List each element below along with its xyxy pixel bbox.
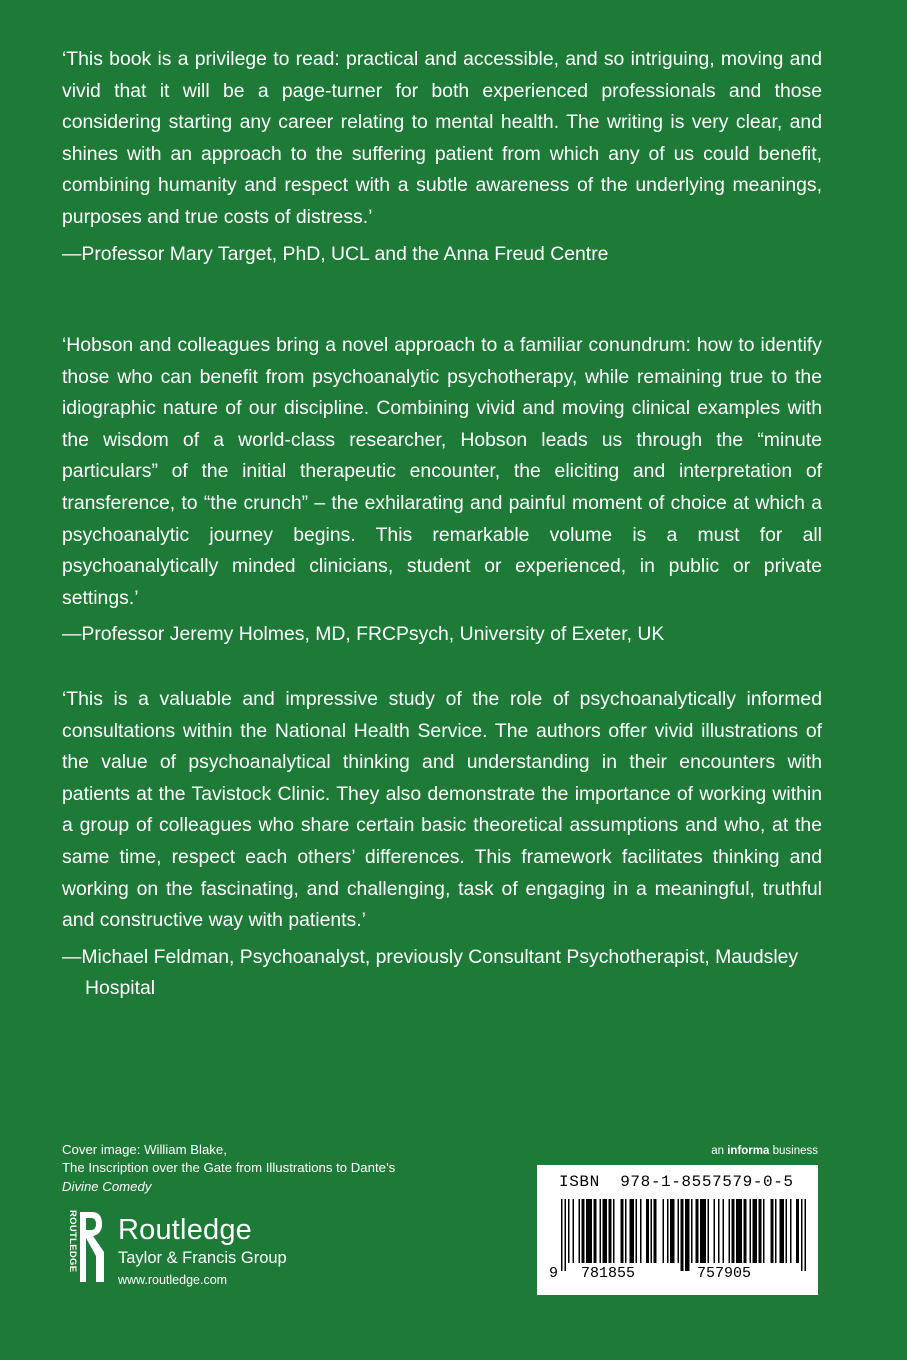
testimonial-3	[62, 684, 822, 1005]
barcode-bar	[708, 1199, 710, 1263]
cover-image-credit	[62, 1141, 482, 1196]
barcode-bar	[651, 1199, 653, 1263]
barcode-bar	[573, 1199, 575, 1263]
testimonial-attribution: —Professor Mary Target, PhD, UCL and the Anna Freud Centre	[62, 242, 609, 265]
barcode-bar	[613, 1199, 615, 1263]
footer-publisher-area	[62, 1141, 482, 1288]
barcode-bar	[667, 1199, 669, 1263]
isbn-label: ISBN 978-1-8557579-0-5	[559, 1173, 794, 1191]
testimonial-1	[62, 44, 822, 270]
barcode-bar	[636, 1199, 638, 1263]
barcode-bar	[753, 1199, 758, 1263]
barcode-digits-right: 757905	[697, 1265, 752, 1282]
barcode-bar	[750, 1199, 752, 1263]
barcode-bar	[729, 1199, 731, 1263]
barcode-bar	[561, 1199, 563, 1271]
barcode-bar	[759, 1199, 762, 1263]
informa-suffix: business	[769, 1145, 818, 1157]
barcode-bar	[723, 1199, 725, 1263]
barcode-bar	[790, 1199, 792, 1263]
testimonial-text: ‘This is a valuable and impressive study of the role of psychoanalytically informed consultations within the National Health Service. The authors offer vivid illustrations of the value of psychoanalytical thinking and understanding in their encounters with patients at the Tavistock Clinic. They also demonstrate the importance of working within a group of colleagues who share certain basic theoretical assumptions and who, at the same time, respect each others’ differences. This framework facilitates thinking and working on the fascinating, and challenging, task of engaging in a meaningful, truthful and constructive way with patients.’	[62, 688, 822, 932]
barcode-bar	[796, 1199, 799, 1263]
barcode-bar	[744, 1199, 747, 1263]
barcode-bar	[714, 1199, 716, 1263]
barcode-bar	[732, 1199, 735, 1263]
barcode-bar	[603, 1199, 608, 1263]
barcode-bar	[663, 1199, 665, 1263]
testimonial-attribution: —Michael Feldman, Psychoanalyst, previously Consultant Psychotherapist, Maudsley Hospital	[62, 945, 799, 1000]
barcode-bar	[565, 1199, 567, 1271]
publisher-group: Taylor & Francis Group	[118, 1249, 287, 1268]
barcode-bar	[775, 1199, 777, 1263]
barcode-bar	[718, 1199, 720, 1263]
testimonial-2	[62, 330, 822, 651]
barcode-bar	[630, 1199, 635, 1263]
barcode-bar	[736, 1199, 742, 1263]
barcode-bar	[582, 1199, 585, 1263]
barcode-bar	[780, 1199, 785, 1263]
routledge-logo	[62, 1208, 482, 1288]
barcode-digit-first: 9	[549, 1265, 559, 1282]
barcode-bar	[579, 1199, 581, 1263]
cover-credit-line-2: The Inscription over the Gate from Illustrations to Dante’s	[62, 1160, 396, 1176]
barcode-bar	[594, 1199, 597, 1263]
testimonial-attribution: —Professor Jeremy Holmes, MD, FRCPsych, University of Exeter, UK	[62, 623, 665, 646]
routledge-wordmark	[118, 1214, 287, 1288]
testimonial-text: ‘This book is a privilege to read: practical and accessible, and so intriguing, moving and vivid that it will be a page-turner for both experienced professionals and those considering starting any career relating to mental health. The writing is very clear, and shines with an approach to the suffering patient from which any of us could benefit, combining humanity and respect with a subtle awareness of the underlying meanings, purposes and true costs of distress.’	[62, 48, 822, 228]
logo-vertical-text: ROUTLEDGE	[67, 1210, 78, 1273]
publisher-name: Routledge	[118, 1214, 253, 1247]
barcode-bar	[681, 1199, 684, 1271]
barcode-bar	[678, 1199, 680, 1263]
barcode-bar	[685, 1199, 690, 1271]
barcode-bar	[625, 1199, 627, 1263]
barcode-digits-left: 781855	[581, 1265, 636, 1282]
testimonial-text: ‘Hobson and colleagues bring a novel approach to a familiar conundrum: how to identify those who can benefit from psychoanalytic psychotherapy, while remaining true to the idiographic nature of our discipline. Combining vivid and moving clinical examples with the wisdom of a world-class researcher, Hobson leads us through the “minute particulars” of the initial therapeutic encounter, the eliciting and interpretation of transference, to “the crunch” – the exhilarating and painful moment of choice at which a psychoanalytic journey begins. This remarkable volume is a must for all psychoanalytically minded clinicians, student or experienced, in public or private settings.’	[62, 334, 822, 609]
routledge-logo-icon	[62, 1208, 106, 1286]
barcode-bar	[771, 1199, 774, 1263]
barcode-bar	[646, 1199, 649, 1263]
informa-brand: informa	[727, 1145, 770, 1157]
barcode-bar	[700, 1199, 706, 1263]
barcode-bar	[654, 1199, 657, 1263]
informa-prefix: an	[711, 1145, 728, 1157]
barcode-bar	[621, 1199, 624, 1263]
barcode-bar	[786, 1199, 788, 1263]
barcode-bar	[691, 1199, 693, 1263]
barcode-bar	[801, 1199, 803, 1271]
barcode-bar	[568, 1199, 570, 1263]
barcode-bar	[586, 1199, 592, 1263]
barcode-bar	[763, 1199, 765, 1263]
barcode-bar	[670, 1199, 675, 1263]
informa-tagline	[711, 1144, 818, 1158]
barcode-panel	[537, 1165, 818, 1295]
barcode-bar	[609, 1199, 612, 1263]
cover-credit-line-3: Divine Comedy	[62, 1178, 152, 1194]
barcode-bar	[600, 1199, 602, 1263]
barcode-bar	[805, 1199, 807, 1271]
barcode-bar	[640, 1199, 642, 1263]
cover-credit-line-1: Cover image: William Blake,	[62, 1142, 227, 1157]
publisher-url: www.routledge.com	[118, 1273, 228, 1288]
barcode-bar	[696, 1199, 699, 1263]
